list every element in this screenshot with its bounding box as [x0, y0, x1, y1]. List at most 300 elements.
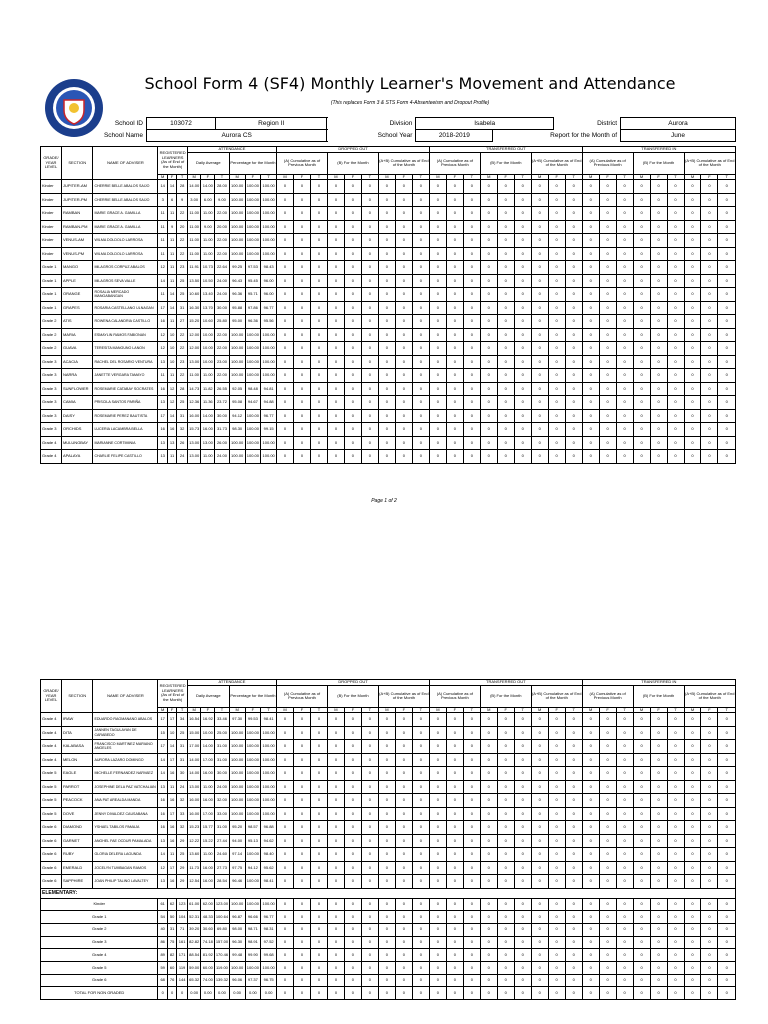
- value-cell: 100.00: [261, 436, 277, 450]
- zero-cell: 0: [294, 807, 311, 821]
- section-cell: ATIS: [61, 315, 92, 329]
- zero-cell: 0: [599, 436, 616, 450]
- value-cell: 22.00: [215, 328, 230, 342]
- zero-cell: 0: [327, 315, 344, 329]
- zero-cell: 0: [429, 369, 446, 383]
- table-row: [41, 180, 736, 194]
- table-row: [41, 396, 736, 410]
- zero-cell: 0: [463, 875, 480, 889]
- zero-cell: 0: [599, 961, 616, 974]
- zero-cell: 0: [497, 207, 514, 221]
- value-cell: 10: [167, 328, 176, 342]
- value-cell: 100.00: [245, 193, 261, 207]
- zero-cell: 0: [429, 834, 446, 848]
- zero-cell: 0: [361, 328, 378, 342]
- value-cell: 11: [167, 234, 176, 248]
- zero-cell: 0: [616, 193, 633, 207]
- zero-cell: 0: [497, 834, 514, 848]
- zero-cell: 0: [344, 247, 361, 261]
- value-cell: 14: [158, 753, 167, 767]
- zero-cell: 0: [497, 911, 514, 924]
- value-cell: 99.68: [261, 949, 277, 962]
- zero-cell: 0: [412, 753, 429, 767]
- value-cell: 100.00: [261, 234, 277, 248]
- transferred-in-header: TRANSFERRED IN: [582, 680, 735, 686]
- zero-cell: 0: [531, 961, 548, 974]
- value-cell: 76: [167, 974, 176, 987]
- zero-cell: 0: [463, 949, 480, 962]
- zero-cell: 0: [378, 726, 395, 740]
- zero-cell: 0: [446, 875, 463, 889]
- value-cell: 12: [158, 861, 167, 875]
- zero-cell: 0: [463, 423, 480, 437]
- section-cell: IRAW: [61, 713, 92, 727]
- zero-cell: 0: [633, 234, 650, 248]
- zero-cell: 0: [480, 961, 497, 974]
- zero-cell: 0: [463, 180, 480, 194]
- zero-cell: 0: [616, 315, 633, 329]
- value-cell: 100.00: [261, 193, 277, 207]
- zero-cell: 0: [497, 423, 514, 437]
- zero-cell: 0: [684, 974, 701, 987]
- zero-cell: 0: [294, 220, 311, 234]
- value-cell: 24.00: [215, 780, 230, 794]
- summary-row: [41, 949, 736, 962]
- zero-cell: 0: [311, 807, 328, 821]
- value-cell: 16: [158, 382, 167, 396]
- zero-cell: 0: [277, 274, 294, 288]
- report-month-value: June: [621, 130, 736, 142]
- zero-cell: 0: [294, 794, 311, 808]
- zero-cell: 0: [633, 247, 650, 261]
- zero-cell: 0: [395, 740, 412, 754]
- zero-cell: 0: [684, 261, 701, 275]
- summary-row: [41, 987, 736, 1000]
- female-header: F: [548, 707, 565, 713]
- zero-cell: 0: [344, 834, 361, 848]
- zero-cell: 0: [294, 261, 311, 275]
- district-value: Aurora: [621, 118, 736, 130]
- zero-cell: 0: [514, 898, 531, 911]
- zero-cell: 0: [497, 923, 514, 936]
- value-cell: 11.00: [187, 220, 201, 234]
- grade-cell: Grade 1: [41, 301, 62, 315]
- value-cell: 95.08: [229, 396, 245, 410]
- zero-cell: 0: [616, 301, 633, 315]
- zero-cell: 0: [463, 713, 480, 727]
- zero-cell: 0: [378, 740, 395, 754]
- zero-cell: 0: [429, 726, 446, 740]
- adviser-cell: WILMA DOLDOLO LARROSA: [93, 234, 158, 248]
- zero-cell: 0: [378, 342, 395, 356]
- value-cell: 11: [167, 450, 176, 464]
- zero-cell: 0: [531, 288, 548, 302]
- table-row: [41, 753, 736, 767]
- zero-cell: 0: [446, 949, 463, 962]
- value-cell: 96.36: [229, 288, 245, 302]
- value-cell: 94.12: [229, 409, 245, 423]
- total-header: T: [616, 707, 633, 713]
- zero-cell: 0: [429, 961, 446, 974]
- zero-cell: 0: [599, 861, 616, 875]
- zero-cell: 0: [701, 898, 718, 911]
- zero-cell: 0: [582, 753, 599, 767]
- value-cell: 100.00: [261, 780, 277, 794]
- zero-cell: 0: [633, 936, 650, 949]
- value-cell: 11.36: [201, 396, 215, 410]
- zero-cell: 0: [344, 767, 361, 781]
- zero-cell: 0: [701, 807, 718, 821]
- zero-cell: 0: [480, 834, 497, 848]
- zero-cell: 0: [378, 288, 395, 302]
- value-cell: 96.87: [229, 911, 245, 924]
- zero-cell: 0: [277, 861, 294, 875]
- zero-cell: 0: [294, 234, 311, 248]
- zero-cell: 0: [514, 180, 531, 194]
- zero-cell: 0: [616, 780, 633, 794]
- zero-cell: 0: [514, 288, 531, 302]
- female-header: F: [497, 174, 514, 180]
- zero-cell: 0: [480, 450, 497, 464]
- zero-cell: 0: [497, 936, 514, 949]
- zero-cell: 0: [311, 247, 328, 261]
- female-header: F: [294, 174, 311, 180]
- zero-cell: 0: [565, 180, 582, 194]
- value-cell: 14: [158, 848, 167, 862]
- zero-cell: 0: [311, 936, 328, 949]
- zero-cell: 0: [344, 450, 361, 464]
- zero-cell: 0: [480, 923, 497, 936]
- zero-cell: 0: [667, 987, 684, 1000]
- zero-cell: 0: [361, 834, 378, 848]
- zero-cell: 0: [701, 342, 718, 356]
- zero-cell: 0: [633, 274, 650, 288]
- value-cell: 100.00: [229, 247, 245, 261]
- zero-cell: 0: [684, 936, 701, 949]
- zero-cell: 0: [429, 848, 446, 862]
- zero-cell: 0: [446, 342, 463, 356]
- value-cell: 16.00: [187, 409, 201, 423]
- zero-cell: 0: [548, 821, 565, 835]
- zero-cell: 0: [378, 898, 395, 911]
- zero-cell: 0: [344, 315, 361, 329]
- zero-cell: 0: [395, 780, 412, 794]
- value-cell: 98.41: [261, 875, 277, 889]
- zero-cell: 0: [361, 261, 378, 275]
- female-header: F: [650, 707, 667, 713]
- zero-cell: 0: [463, 911, 480, 924]
- section-cell: KALABASA: [61, 740, 92, 754]
- zero-cell: 0: [480, 193, 497, 207]
- zero-cell: 0: [633, 713, 650, 727]
- zero-cell: 0: [277, 409, 294, 423]
- zero-cell: 0: [463, 369, 480, 383]
- zero-cell: 0: [378, 423, 395, 437]
- value-cell: 69.80: [215, 923, 230, 936]
- zero-cell: 0: [344, 423, 361, 437]
- value-cell: 16: [158, 794, 167, 808]
- zero-cell: 0: [616, 974, 633, 987]
- zero-cell: 0: [599, 274, 616, 288]
- zero-cell: 0: [378, 911, 395, 924]
- zero-cell: 0: [395, 409, 412, 423]
- zero-cell: 0: [294, 834, 311, 848]
- total-header: T: [361, 707, 378, 713]
- value-cell: 15.00: [187, 726, 201, 740]
- value-cell: 100.00: [229, 436, 245, 450]
- value-cell: 123.00: [215, 898, 230, 911]
- zero-cell: 0: [616, 247, 633, 261]
- zero-cell: 0: [684, 193, 701, 207]
- zero-cell: 0: [633, 807, 650, 821]
- zero-cell: 0: [582, 409, 599, 423]
- zero-cell: 0: [599, 180, 616, 194]
- value-cell: 100.00: [229, 328, 245, 342]
- zero-cell: 0: [395, 848, 412, 862]
- value-cell: 100.00: [261, 898, 277, 911]
- zero-cell: 0: [294, 193, 311, 207]
- school-name-label: School Name: [103, 132, 143, 139]
- zero-cell: 0: [412, 261, 429, 275]
- zero-cell: 0: [446, 247, 463, 261]
- zero-cell: 0: [565, 949, 582, 962]
- value-cell: 11.00: [201, 450, 215, 464]
- section-cell: NARRA: [61, 369, 92, 383]
- female-header: F: [497, 707, 514, 713]
- zero-cell: 0: [277, 247, 294, 261]
- zero-cell: 0: [327, 961, 344, 974]
- zero-cell: 0: [378, 861, 395, 875]
- grade-cell: Grade 5: [41, 807, 62, 821]
- zero-cell: 0: [277, 423, 294, 437]
- adviser-cell: ROSEMARIE PEREZ BAUTISTA: [93, 409, 158, 423]
- female-header: F: [245, 174, 261, 180]
- zero-cell: 0: [514, 382, 531, 396]
- division-value: Isabela: [416, 118, 554, 130]
- value-cell: 61.00: [187, 898, 201, 911]
- grade-cell: Grade 3: [41, 409, 62, 423]
- value-cell: 74.00: [201, 974, 215, 987]
- zero-cell: 0: [565, 987, 582, 1000]
- zero-cell: 0: [650, 834, 667, 848]
- zero-cell: 0: [361, 726, 378, 740]
- zero-cell: 0: [378, 450, 395, 464]
- zero-cell: 0: [582, 328, 599, 342]
- female-header: F: [201, 707, 215, 713]
- zero-cell: 0: [463, 193, 480, 207]
- zero-cell: 0: [599, 193, 616, 207]
- adviser-cell: MILAGROS CORPUZ ABALOS: [93, 261, 158, 275]
- value-cell: 100.00: [245, 450, 261, 464]
- value-cell: 82: [167, 949, 176, 962]
- value-cell: 16.00: [201, 767, 215, 781]
- value-cell: 22: [177, 342, 188, 356]
- zero-cell: 0: [582, 234, 599, 248]
- zero-cell: 0: [412, 807, 429, 821]
- value-cell: 17: [167, 861, 176, 875]
- male-header: M: [229, 174, 245, 180]
- school-year-label: School Year: [377, 132, 413, 139]
- zero-cell: 0: [718, 193, 736, 207]
- value-cell: 54: [158, 911, 167, 924]
- zero-cell: 0: [344, 875, 361, 889]
- zero-cell: 0: [599, 450, 616, 464]
- zero-cell: 0: [412, 274, 429, 288]
- zero-cell: 0: [294, 382, 311, 396]
- zero-cell: 0: [412, 898, 429, 911]
- zero-cell: 0: [412, 342, 429, 356]
- zero-cell: 0: [294, 740, 311, 754]
- value-cell: 34: [177, 713, 188, 727]
- zero-cell: 0: [701, 923, 718, 936]
- zero-cell: 0: [361, 713, 378, 727]
- zero-cell: 0: [582, 767, 599, 781]
- value-cell: 11.00: [187, 207, 201, 221]
- zero-cell: 0: [531, 247, 548, 261]
- value-cell: 40: [158, 923, 167, 936]
- zero-cell: 0: [311, 355, 328, 369]
- zero-cell: 0: [497, 961, 514, 974]
- zero-cell: 0: [378, 821, 395, 835]
- zero-cell: 0: [378, 753, 395, 767]
- zero-cell: 0: [395, 436, 412, 450]
- value-cell: 94.62: [261, 834, 277, 848]
- zero-cell: 0: [463, 342, 480, 356]
- female-header: F: [167, 174, 176, 180]
- grade-cell: Grade 5: [41, 794, 62, 808]
- zero-cell: 0: [446, 261, 463, 275]
- zero-cell: 0: [497, 315, 514, 329]
- value-cell: 0.00: [229, 987, 245, 1000]
- zero-cell: 0: [701, 726, 718, 740]
- zero-cell: 0: [667, 834, 684, 848]
- zero-cell: 0: [718, 382, 736, 396]
- value-cell: 22.00: [215, 207, 230, 221]
- adviser-cell: MILAGROS SEVA VALLE: [93, 274, 158, 288]
- zero-cell: 0: [429, 794, 446, 808]
- value-cell: 13.00: [201, 436, 215, 450]
- cumulative-end-header: (A+B) Cumulative as of End of the Month: [378, 152, 429, 174]
- zero-cell: 0: [548, 409, 565, 423]
- value-cell: 144: [177, 974, 188, 987]
- zero-cell: 0: [548, 234, 565, 248]
- zero-cell: 0: [616, 911, 633, 924]
- zero-cell: 0: [344, 987, 361, 1000]
- zero-cell: 0: [429, 423, 446, 437]
- zero-cell: 0: [446, 220, 463, 234]
- zero-cell: 0: [497, 821, 514, 835]
- zero-cell: 0: [633, 369, 650, 383]
- zero-cell: 0: [599, 767, 616, 781]
- value-cell: 31.00: [215, 740, 230, 754]
- zero-cell: 0: [684, 898, 701, 911]
- zero-cell: 0: [277, 261, 294, 275]
- value-cell: 11.91: [187, 261, 201, 275]
- zero-cell: 0: [514, 753, 531, 767]
- zero-cell: 0: [667, 382, 684, 396]
- zero-cell: 0: [378, 193, 395, 207]
- zero-cell: 0: [311, 961, 328, 974]
- zero-cell: 0: [531, 726, 548, 740]
- value-cell: 11: [167, 780, 176, 794]
- value-cell: 25: [177, 726, 188, 740]
- value-cell: 11.82: [201, 382, 215, 396]
- zero-cell: 0: [531, 369, 548, 383]
- zero-cell: 0: [497, 396, 514, 410]
- zero-cell: 0: [344, 301, 361, 315]
- zero-cell: 0: [480, 274, 497, 288]
- zero-cell: 0: [548, 193, 565, 207]
- male-header: M: [327, 174, 344, 180]
- zero-cell: 0: [480, 247, 497, 261]
- adviser-cell: JENNY DIVALDEZ CAUSABANA: [93, 807, 158, 821]
- female-header: F: [294, 707, 311, 713]
- zero-cell: 0: [412, 193, 429, 207]
- zero-cell: 0: [616, 220, 633, 234]
- zero-cell: 0: [701, 974, 718, 987]
- zero-cell: 0: [344, 234, 361, 248]
- zero-cell: 0: [480, 794, 497, 808]
- zero-cell: 0: [497, 848, 514, 862]
- zero-cell: 0: [378, 794, 395, 808]
- value-cell: 22: [177, 234, 188, 248]
- zero-cell: 0: [463, 382, 480, 396]
- zero-cell: 0: [395, 423, 412, 437]
- zero-cell: 0: [277, 726, 294, 740]
- zero-cell: 0: [311, 342, 328, 356]
- zero-cell: 0: [667, 821, 684, 835]
- zero-cell: 0: [327, 382, 344, 396]
- zero-cell: 0: [718, 261, 736, 275]
- zero-cell: 0: [565, 328, 582, 342]
- value-cell: 100.00: [245, 780, 261, 794]
- table-row: [41, 450, 736, 464]
- zero-cell: 0: [718, 220, 736, 234]
- zero-cell: 0: [480, 342, 497, 356]
- cumulative-end-header: (A+B) Cumulative as of End of the Month: [684, 685, 735, 707]
- value-cell: 24: [177, 450, 188, 464]
- value-cell: 23.00: [215, 355, 230, 369]
- zero-cell: 0: [701, 220, 718, 234]
- zero-cell: 0: [327, 911, 344, 924]
- zero-cell: 0: [429, 767, 446, 781]
- zero-cell: 0: [497, 301, 514, 315]
- value-cell: 32: [177, 423, 188, 437]
- zero-cell: 0: [667, 207, 684, 221]
- value-cell: 99.15: [261, 423, 277, 437]
- summary-label-cell: Kinder: [41, 898, 158, 911]
- zero-cell: 0: [531, 767, 548, 781]
- value-cell: 13: [158, 450, 167, 464]
- value-cell: 12.00: [187, 342, 201, 356]
- zero-cell: 0: [684, 220, 701, 234]
- zero-cell: 0: [667, 753, 684, 767]
- total-header: T: [565, 707, 582, 713]
- zero-cell: 0: [463, 923, 480, 936]
- value-cell: 95.00: [229, 315, 245, 329]
- grade-cell: Grade 2: [41, 342, 62, 356]
- zero-cell: 0: [667, 911, 684, 924]
- value-cell: 3: [158, 193, 167, 207]
- zero-cell: 0: [514, 936, 531, 949]
- adviser-cell: ANGHEL FAE OCDUR PAMALADA: [93, 834, 158, 848]
- zero-cell: 0: [582, 713, 599, 727]
- zero-cell: 0: [429, 342, 446, 356]
- value-cell: 97.53: [245, 261, 261, 275]
- value-cell: 99.90: [245, 949, 261, 962]
- zero-cell: 0: [463, 301, 480, 315]
- zero-cell: 0: [548, 949, 565, 962]
